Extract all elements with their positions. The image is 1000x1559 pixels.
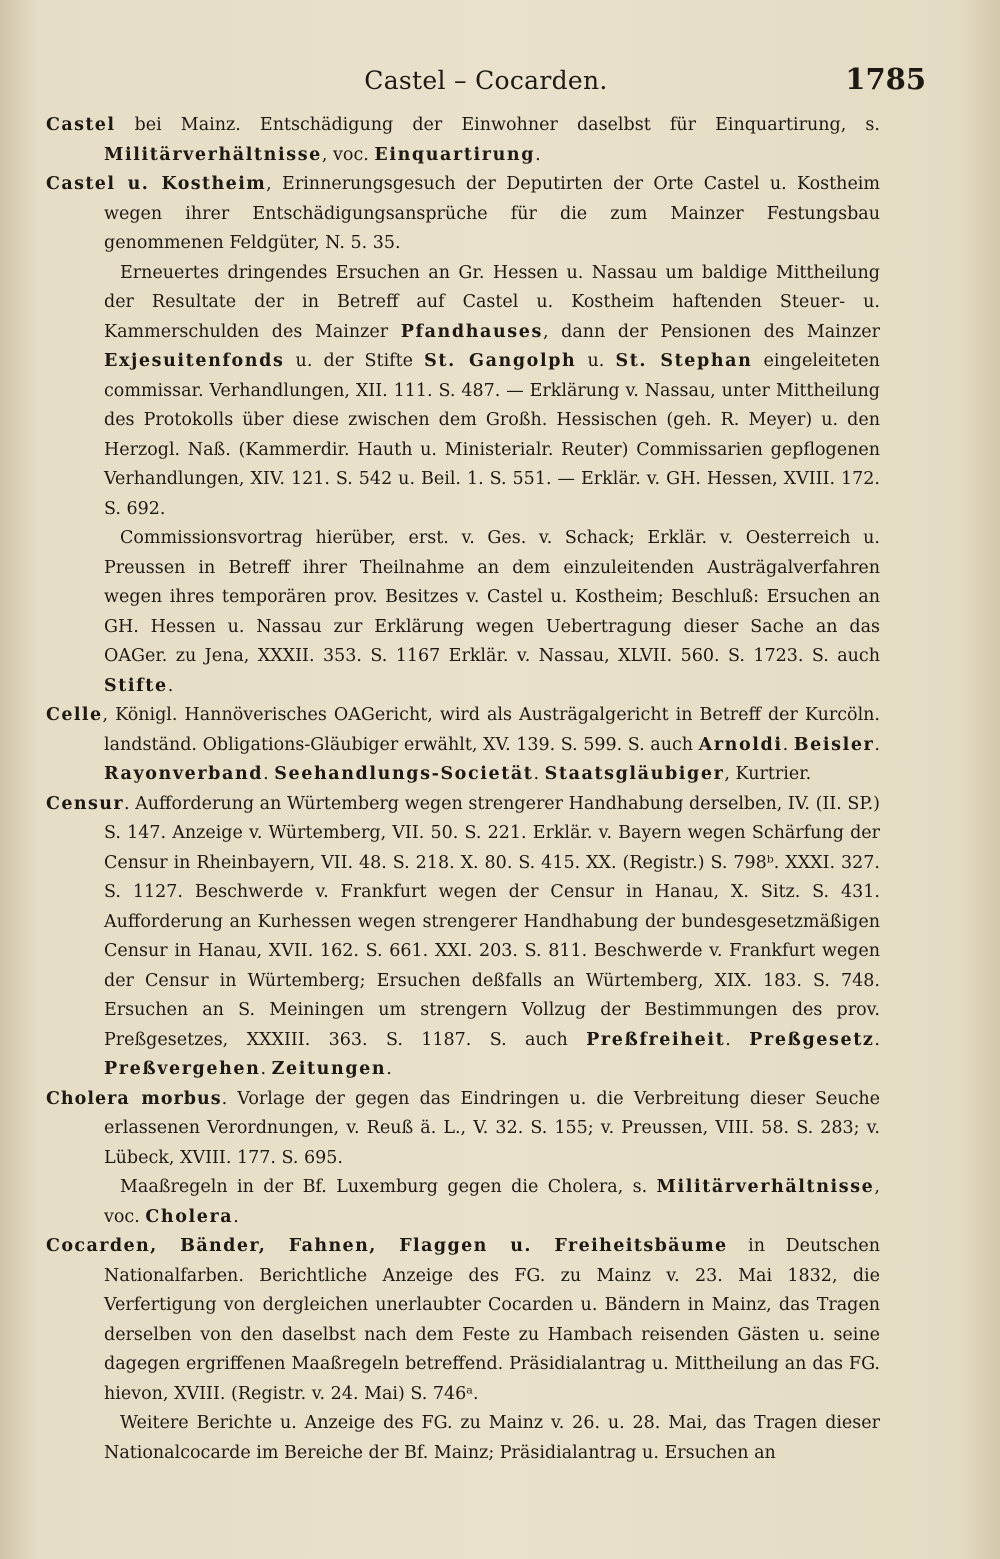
cross-reference: Stifte <box>104 675 168 696</box>
entry-text: . <box>874 1029 880 1050</box>
entry-lemma: Cocarden, Bänder, Fahnen, Flaggen u. Freiheitsbäume <box>46 1236 728 1256</box>
entry-text: . <box>535 144 541 165</box>
entry-paragraph <box>46 1409 880 1468</box>
entry-cocarden <box>46 1232 880 1409</box>
cross-reference: Preßfreiheit <box>586 1029 726 1050</box>
index-body <box>46 111 880 1468</box>
entry-paragraph <box>46 1173 880 1232</box>
entry-celle <box>46 701 880 790</box>
entry-text: Commissionsvortrag hierüber, erst. v. Ges. v. Schack; Erklär. v. Oesterreich u. Preussen in Betreff ihrer Theilnahme an dem einzuleitenden Austrägalverfahren wegen ihres temporären prov. Besitzes v. Castel u. Kostheim; Beschluß: Ersuchen an GH. Hessen u. Nassau zur Erklärung wegen Uebertragung dieser Sache an das OAGer. zu Jena, XXXII. 353. S. 1167 Erklär. v. Nassau, XLVII. 560. S. 1723. S. auch <box>104 528 880 666</box>
entry-text: . <box>386 1059 392 1079</box>
entry-text: . <box>167 675 174 696</box>
entry-text: . <box>233 1206 239 1227</box>
entry-castel <box>46 111 880 170</box>
entry-text: Weitere Berichte u. Anzeige des FG. zu Mainz v. 26. u. 28. Mai, das Tragen dieser Nationalcocarde im Bereiche der Bf. Mainz; Präsidialantrag u. Ersuchen an <box>104 1413 880 1463</box>
cross-reference: Seehandlungs-Societät <box>274 764 534 784</box>
entry-censur <box>46 790 880 1085</box>
entry-lemma: Celle <box>46 705 103 725</box>
entry-text: . Vorlage der gegen das Eindringen u. die Verbreitung dieser Seuche erlassenen Verordnungen, v. Reuß ä. L., V. 32. S. 155; v. Preussen, VIII. 58. S. 283; v. Lübeck, XVIII. 177. S. 695. <box>104 1088 880 1168</box>
cross-reference: Zeitungen <box>271 1059 387 1079</box>
entry-cholera <box>46 1085 880 1174</box>
entry-text: u. der Stifte <box>295 351 414 371</box>
cross-reference: Preßvergehen <box>104 1059 261 1079</box>
entry-text: , Königl. Hannöverisches OAGericht, wird als Austrägalgericht in Betreff der Kurcöln. landständ. Obligations-Gläubiger erwählt, XV. 139. S. 599. S. auch <box>102 705 880 755</box>
entry-text: . Aufforderung an Würtemberg wegen strengerer Handhabung derselben, IV. (II. SP.) S. 147. Anzeige v. Würtemberg, VII. 50. S. 221. Erklär. v. Bayern wegen Schärfung der Censur in Rheinbayern, VII. 48. S. 218. X. 80. S. 415. XX. (Registr.) S. 798ᵇ. XXXI. 327. S. 1127. Beschwerde v. Frankfurt wegen der Censur in Hanau, X. Sitz. S. 431. Aufforderung an Kurhessen wegen strengerer Handhabung der bundesgesetzmäßigen Censur in Hanau, XVII. 162. S. 661. XXI. 203. S. 811. Beschwerde v. Frankfurt wegen der Censur in Würtemberg; Ersuchen deßfalls an Würtemberg, XIX. 183. S. 748. Ersuchen an S. Meiningen um strengern Vollzug der Bestimmungen des prov. Preßgesetzes, XXXIII. 363. S. 1187. S. auch <box>104 793 880 1050</box>
entry-text: u. <box>587 351 605 371</box>
cross-reference: Cholera <box>145 1206 234 1227</box>
entry-text: . <box>260 1059 267 1079</box>
entry-text: in Deutschen Nationalfarben. Berichtliche Anzeige des FG. zu Mainz v. 23. Mai 1832, die Verfertigung von dergleichen unerlaubter Cocarden u. Bändern in Mainz, das Tragen derselben von den daselbst nach dem Feste zu Hambach reisenden Gästen u. seine dagegen ergriffenen Maaßregeln betreffend. Präsidialantrag u. Mittheilung an das FG. hievon, XVIII. (Registr. v. 24. Mai) S. 746ᵃ. <box>104 1236 880 1404</box>
entry-text: . <box>533 764 540 784</box>
cross-reference: Staatsgläubiger <box>544 764 725 784</box>
entry-text: , voc. <box>104 1177 880 1227</box>
entry-text: Maaßregeln in der Bf. Luxemburg gegen die Cholera, s. <box>120 1177 648 1197</box>
entry-text: Erneuertes dringendes Ersuchen an Gr. Hessen u. Nassau um baldige Mittheilung der Resultate der in Betreff auf Castel u. Kostheim haftenden Steuer- u. Kammerschulden des Mainzer <box>104 262 880 342</box>
cross-reference: Exjesuitenfonds <box>104 351 285 371</box>
entry-text: eingeleiteten commissar. Verhandlungen, XII. 111. S. 487. — Erklärung v. Nassau, unter Mittheilung des Protokolls über diese zwischen dem Großh. Hessischen (geh. R. Meyer) u. den Herzogl. Naß. (Kammerdir. Hauth u. Ministerialr. Reuter) Commissarien gepflogenen Verhandlungen, XIV. 121. S. 542 u. Beil. 1. S. 551. — Erklär. v. GH. Hessen, XVIII. 172. S. 692. <box>104 351 880 519</box>
cross-reference: St. Stephan <box>615 351 753 371</box>
cross-reference: Beisler <box>793 734 875 755</box>
entry-castel-kostheim <box>46 170 880 259</box>
cross-reference: Einquartirung <box>374 144 536 165</box>
entry-lemma: Castel u. Kostheim <box>46 174 267 194</box>
entry-text: , Kurtrier. <box>724 764 812 784</box>
entry-text: , dann der Pensionen des Mainzer <box>542 321 880 342</box>
page-header <box>46 62 926 102</box>
cross-reference: Militärverhältnisse <box>656 1177 875 1197</box>
entry-text: , Erinnerungsgesuch der Deputirten der Orte Castel u. Kostheim wegen ihrer Entschädigungsansprüche für die zum Mainzer Festungsbau genommenen Feldgüter, N. 5. 35. <box>104 174 880 253</box>
entry-paragraph <box>46 524 880 701</box>
cross-reference: St. Gangolph <box>424 351 577 371</box>
entry-lemma: Castel <box>46 115 116 135</box>
entry-text: bei Mainz. Entschädigung der Einwohner daselbst für Einquartirung, s. <box>134 115 880 135</box>
entry-lemma: Censur <box>46 793 124 814</box>
cross-reference: Pfandhauses <box>400 321 543 342</box>
cross-reference: Preßgesetz <box>749 1029 875 1050</box>
page-number: 1785 <box>845 62 926 96</box>
entry-text: , voc. <box>321 144 369 165</box>
entry-lemma: Cholera morbus <box>46 1088 222 1109</box>
cross-reference: Arnoldi <box>698 734 783 755</box>
entry-paragraph <box>46 259 880 525</box>
running-head: Castel – Cocarden. <box>364 66 608 95</box>
entry-text: . <box>782 734 789 755</box>
cross-reference: Rayonverband <box>104 764 264 784</box>
cross-reference: Militärverhältnisse <box>104 144 322 165</box>
entry-text: . <box>874 734 880 755</box>
entry-text: . <box>725 1029 731 1050</box>
entry-text: . <box>263 764 269 784</box>
